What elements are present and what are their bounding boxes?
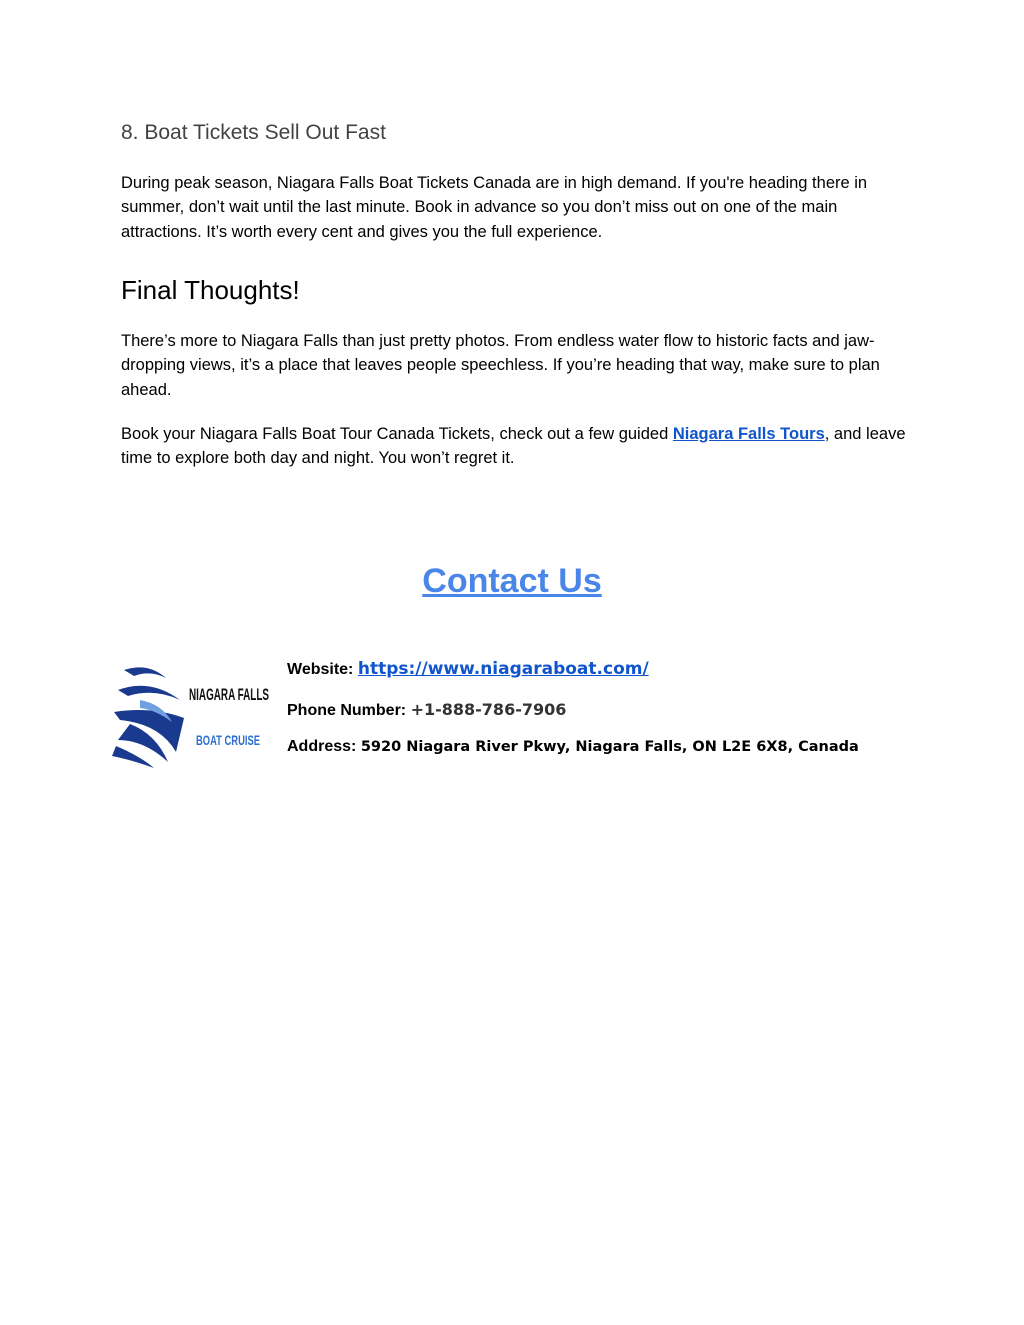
paragraph-boat-tickets: During peak season, Niagara Falls Boat Tickets Canada are in high demand. If you're heading there in summer, don’t wait until the last minute. Book in advance so you don’t miss out on one of the main attractions. It’s worth every cent and gives you the full experience. bbox=[121, 174, 868, 241]
address-value: 5920 Niagara River Pkwy, Niagara Falls, ON L2E 6X8, Canada bbox=[360, 739, 859, 755]
niagara-falls-tours-link[interactable]: Niagara Falls Tours bbox=[672, 425, 825, 443]
address-line bbox=[287, 738, 859, 756]
contact-us-heading[interactable]: Contact Us bbox=[422, 562, 602, 600]
closing-text-after: , and leave time to explore both day and night. You won’t regret it. bbox=[121, 425, 906, 468]
phone-line bbox=[287, 700, 566, 720]
logo-text-line1: NIAGARA FALLS bbox=[189, 685, 269, 704]
phone-number: +1-888-786-7906 bbox=[410, 700, 567, 719]
section-heading-boat-tickets: 8. Boat Tickets Sell Out Fast bbox=[121, 121, 386, 144]
closing-text-before: Book your Niagara Falls Boat Tour Canada Tickets, check out a few guided bbox=[121, 425, 673, 443]
phone-label: Phone Number: bbox=[287, 702, 407, 719]
logo-text-line2: BOAT CRUISE bbox=[196, 732, 260, 748]
address-label: Address: bbox=[287, 738, 357, 755]
website-line bbox=[287, 659, 649, 679]
boat-wave-logo-icon bbox=[110, 660, 275, 770]
section-heading-final-thoughts: Final Thoughts! bbox=[121, 275, 300, 305]
paragraph-closing bbox=[121, 422, 911, 471]
paragraph-final-thoughts: There’s more to Niagara Falls than just pretty photos. From endless water flow to historic facts and jaw-dropping views, it’s a place that leaves people speechless. If you’re heading that way, make sure to plan ahead. bbox=[121, 332, 880, 399]
website-link[interactable]: https://www.niagaraboat.com/ bbox=[357, 659, 649, 679]
website-label: Website: bbox=[287, 661, 354, 678]
niagara-falls-boat-cruise-logo bbox=[110, 660, 275, 770]
